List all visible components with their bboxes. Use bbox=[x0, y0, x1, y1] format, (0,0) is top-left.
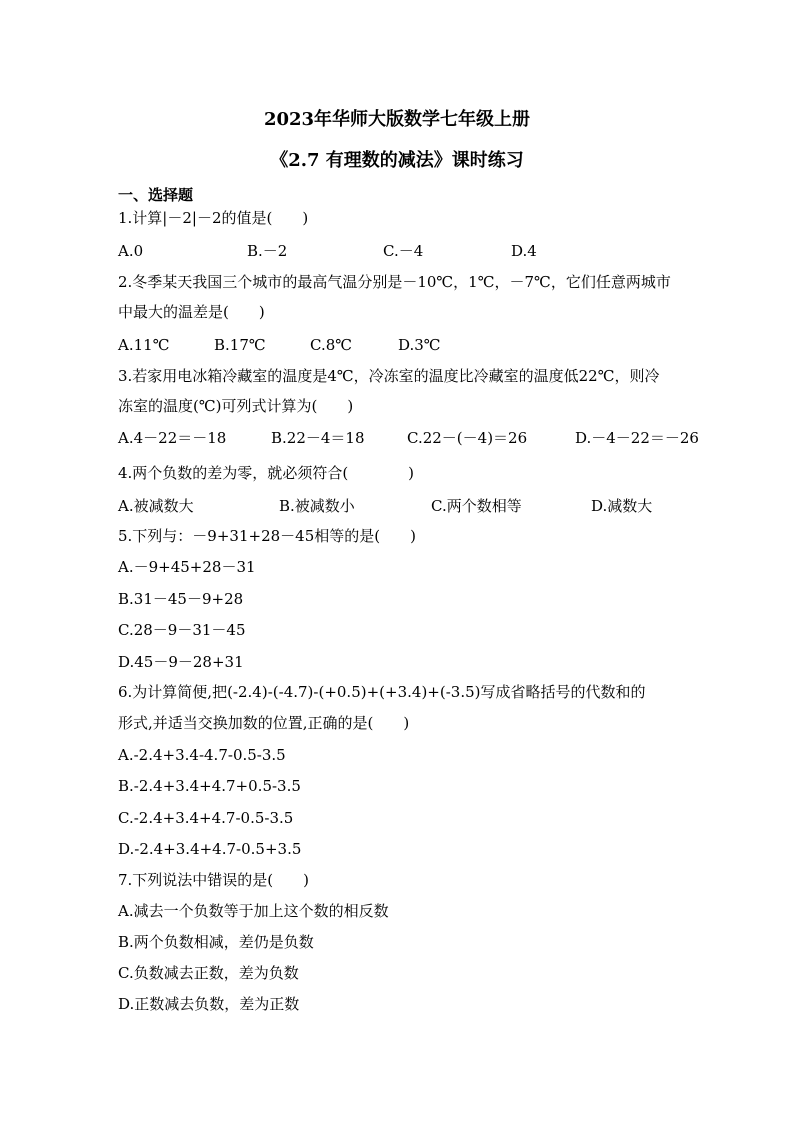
question-3-option-d: D.－4－22＝－26 bbox=[575, 429, 699, 447]
question-2-option-a: A.11℃ bbox=[118, 336, 170, 354]
question-6-option-d: D.-2.4+3.4+4.7-0.5+3.5 bbox=[118, 840, 302, 858]
question-7-option-d: D.正数减去负数，差为正数 bbox=[118, 995, 300, 1013]
question-4-stem: 4.两个负数的差为零，就必须符合( ) bbox=[118, 464, 415, 482]
question-2-option-b: B.17℃ bbox=[214, 336, 266, 354]
document-title: 2023年华师大版数学七年级上册 bbox=[263, 109, 531, 130]
question-7-stem: 7.下列说法中错误的是( ) bbox=[118, 871, 310, 889]
question-4-option-b: B.被减数小 bbox=[279, 497, 355, 515]
question-5-stem: 5.下列与：－9+31+28－45相等的是( ) bbox=[118, 527, 416, 545]
question-1-option-c: C.－4 bbox=[383, 242, 424, 260]
question-7-option-b: B.两个负数相减，差仍是负数 bbox=[118, 933, 314, 951]
document-subtitle: 《2.7 有理数的减法》课时练习 bbox=[270, 150, 524, 171]
question-5-option-c: C.28－9－31－45 bbox=[118, 621, 246, 639]
section-heading: 一、选择题 bbox=[118, 186, 194, 204]
question-4-option-a: A.被减数大 bbox=[118, 497, 194, 515]
question-5-option-a: A.－9+45+28－31 bbox=[118, 558, 256, 576]
question-6-option-a: A.-2.4+3.4-4.7-0.5-3.5 bbox=[118, 746, 286, 764]
question-2-stem-line1: 2.冬季某天我国三个城市的最高气温分别是－10℃，1℃，－7℃，它们任意两城市 bbox=[118, 273, 671, 291]
question-3-stem-line1: 3.若家用电冰箱冷藏室的温度是4℃，冷冻室的温度比冷藏室的温度低22℃，则冷 bbox=[118, 367, 660, 385]
question-5-option-b: B.31－45－9+28 bbox=[118, 590, 244, 608]
question-6-stem-line2: 形式,并适当交换加数的位置,正确的是( ) bbox=[118, 714, 410, 732]
question-4-option-d: D.减数大 bbox=[591, 497, 653, 515]
question-7-option-a: A.减去一个负数等于加上这个数的相反数 bbox=[118, 902, 389, 920]
question-1-option-d: D.4 bbox=[511, 242, 537, 260]
question-1-option-a: A.0 bbox=[118, 242, 144, 260]
question-7-option-c: C.负数减去正数，差为负数 bbox=[118, 964, 299, 982]
question-3-option-c: C.22－(－4)＝26 bbox=[407, 429, 528, 447]
question-4-option-c: C.两个数相等 bbox=[431, 497, 522, 515]
question-1-stem: 1.计算|－2|－2的值是( ) bbox=[118, 209, 309, 227]
question-1-option-b: B.－2 bbox=[247, 242, 288, 260]
question-6-option-b: B.-2.4+3.4+4.7+0.5-3.5 bbox=[118, 777, 301, 795]
question-2-option-d: D.3℃ bbox=[398, 336, 441, 354]
question-3-option-a: A.4－22＝－18 bbox=[118, 429, 227, 447]
question-2-option-c: C.8℃ bbox=[310, 336, 353, 354]
question-3-option-b: B.22－4＝18 bbox=[271, 429, 365, 447]
question-5-option-d: D.45－9－28+31 bbox=[118, 653, 244, 671]
question-3-stem-line2: 冻室的温度(℃)可列式计算为( ) bbox=[118, 397, 354, 415]
question-2-stem-line2: 中最大的温差是( ) bbox=[118, 303, 265, 321]
question-6-option-c: C.-2.4+3.4+4.7-0.5-3.5 bbox=[118, 809, 294, 827]
question-6-stem-line1: 6.为计算简便,把(-2.4)-(-4.7)-(+0.5)+(+3.4)+(-3.5)写成省略括号的代数和的 bbox=[118, 683, 646, 701]
